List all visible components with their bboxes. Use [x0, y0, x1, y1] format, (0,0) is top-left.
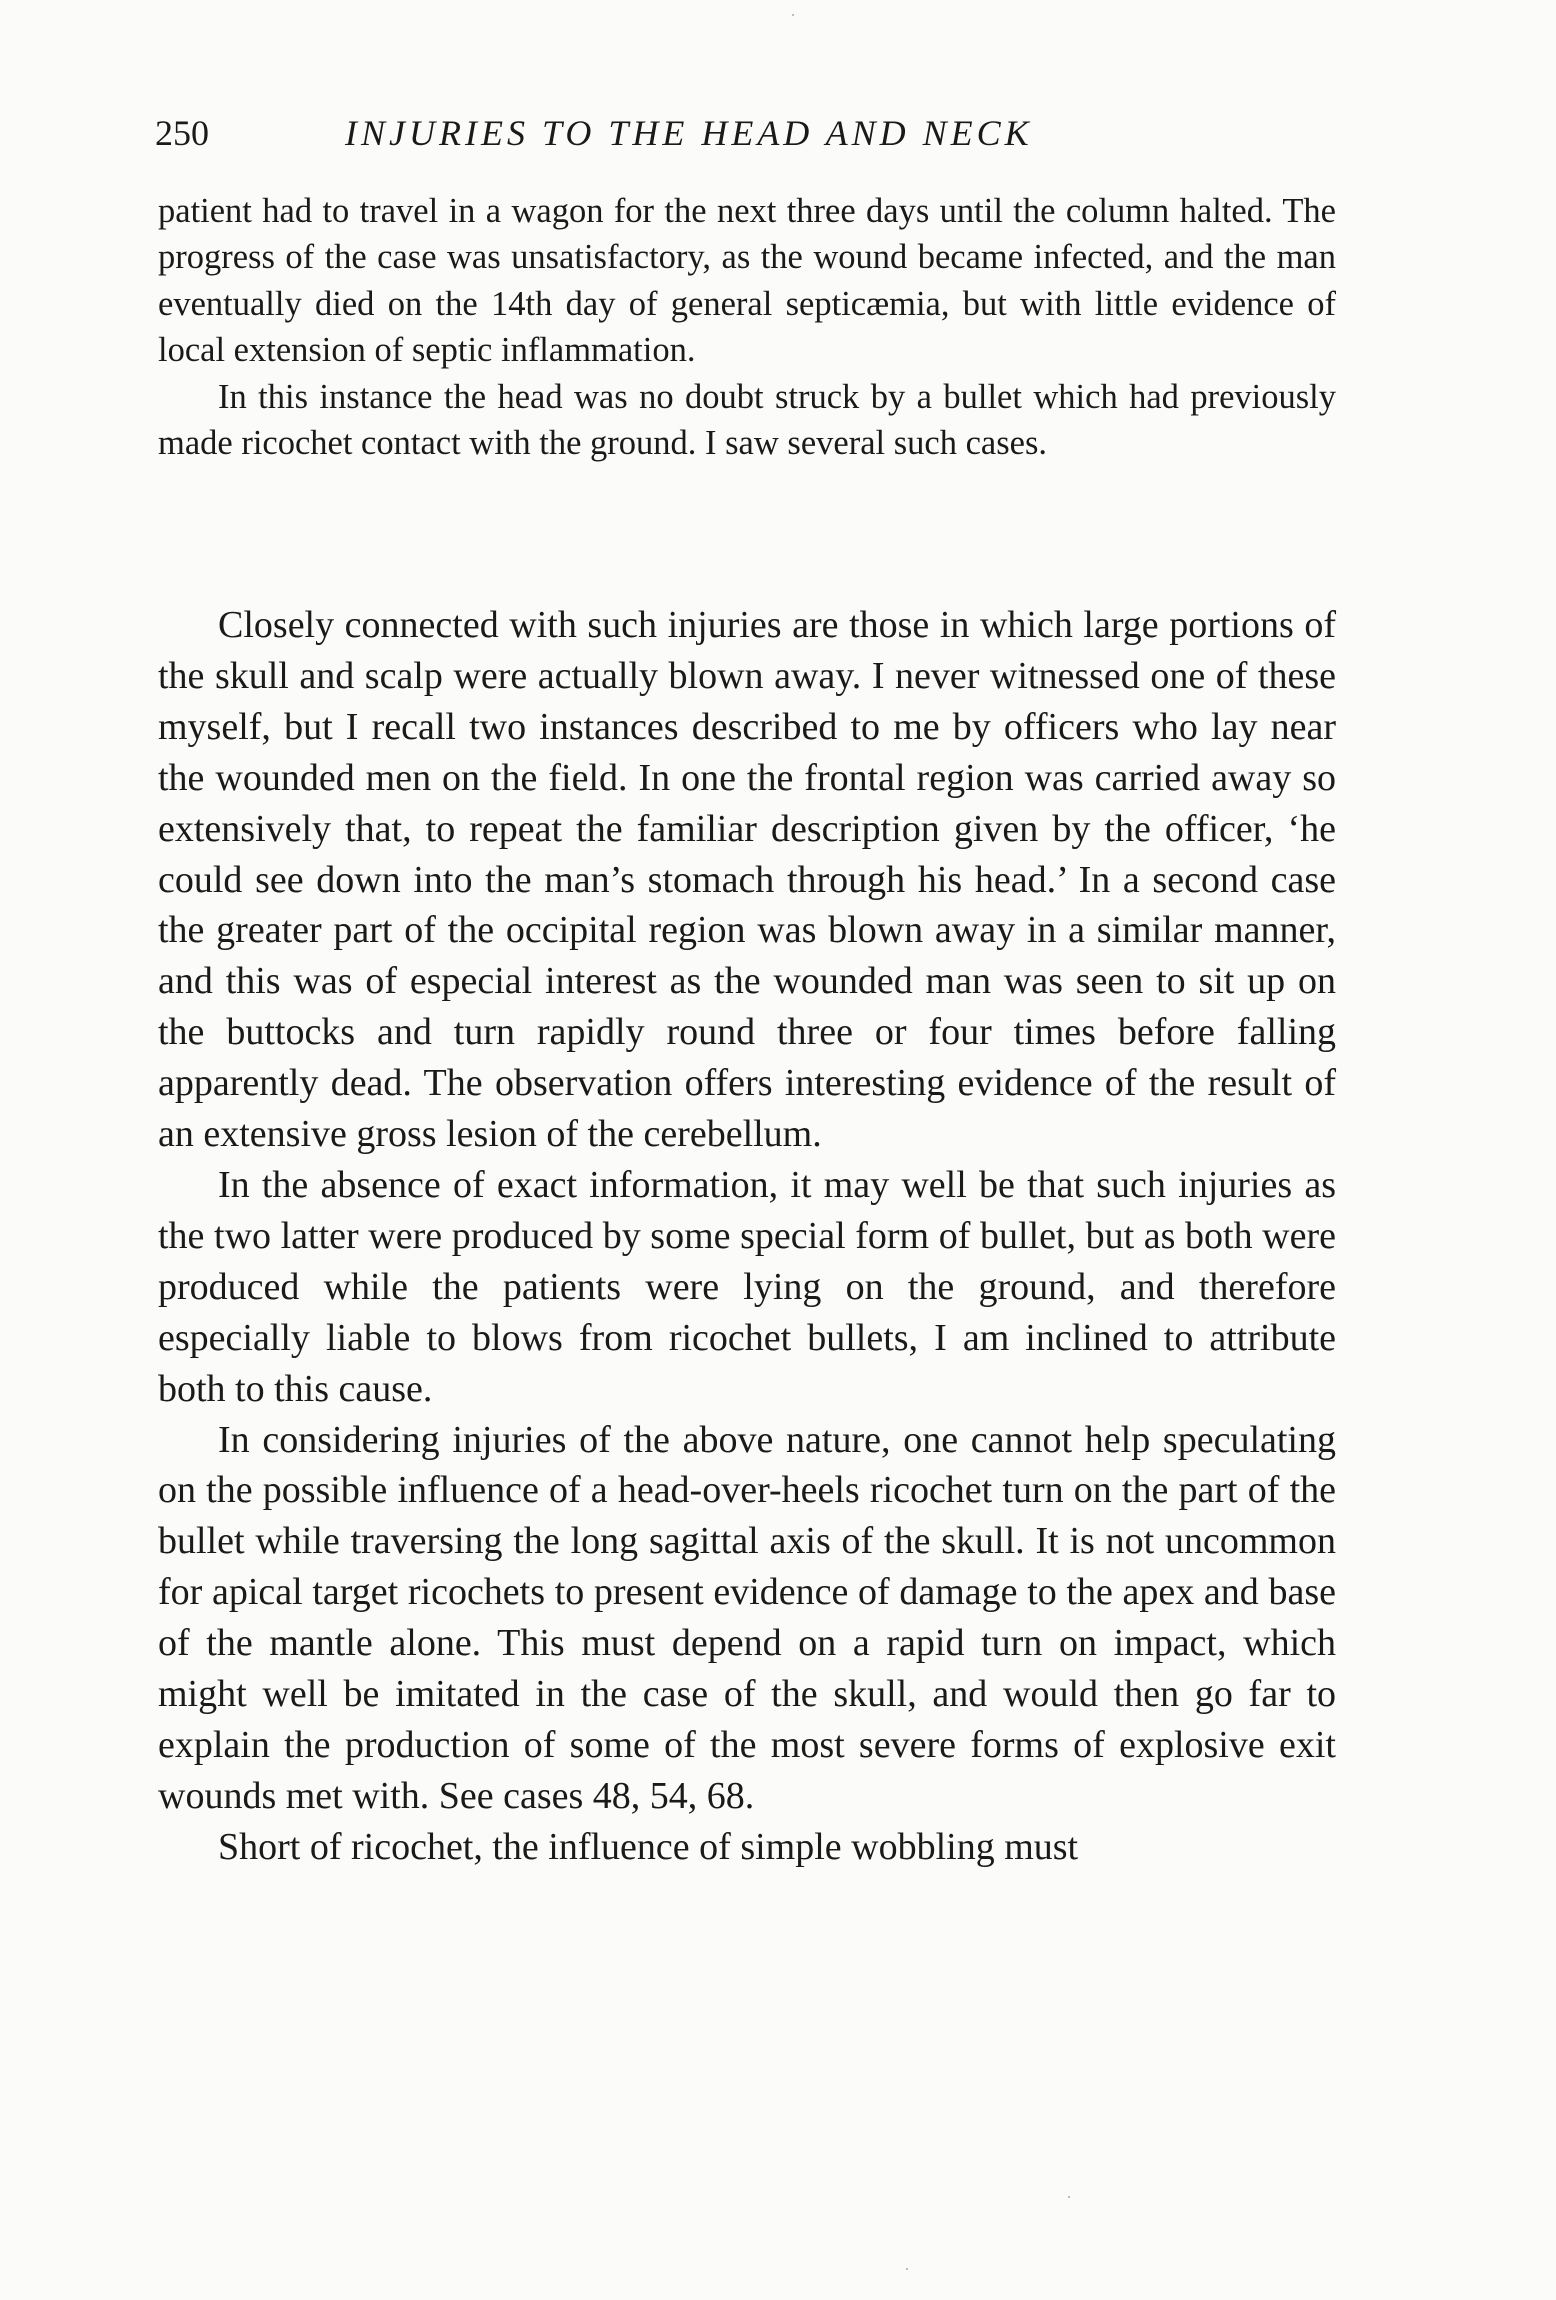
- page-number: 250: [155, 113, 209, 153]
- paragraph-short-of-ricochet: Short of ricochet, the influence of simple wobbling must: [218, 1825, 1079, 1868]
- running-title: INJURIES TO THE HEAD AND NECK: [345, 113, 1033, 153]
- running-head: [155, 108, 1335, 158]
- main-text-section: [158, 600, 1336, 1873]
- paper-speck: [1068, 2196, 1070, 2198]
- paragraph-blown-away-injuries: Closely connected with such injuries are those in which large portions of the skull and scalp were actually blown away. I never witnessed one of these myself, but I recall two instances described to me by officers who lay near the wounded men on the field. In one the frontal region was carried away so extensively that, to repeat the familiar description given by the officer, ‘he could see down into the man’s stomach through his head.’ In a second case the greater part of the occipital region was blown away in a similar manner, and this was of especial interest as the wounded man was seen to sit up on the buttocks and turn rapidly round three or four times before falling apparently dead. The observation offers interesting evidence of the result of an extensive gross lesion of the cerebellum.: [158, 604, 1336, 1156]
- case-text-section: [158, 188, 1336, 466]
- paper-speck: [792, 14, 794, 16]
- paragraph-absence-of-information: In the absence of exact information, it may well be that such injuries as the two latter were produced by some special form of bullet, but as both were produced while the patients were lying on the ground, and therefore especially liable to blows from ricochet bullets, I am inclined to attribute both to this cause.: [158, 1163, 1336, 1410]
- paragraph-ricochet-note: In this instance the head was no doubt struck by a bullet which had previously made ricochet contact with the ground. I saw several such cases.: [158, 377, 1336, 463]
- paragraph-considering-injuries: In considering injuries of the above nature, one cannot help speculating on the possible influence of a head-over-heels ricochet turn on the part of the bullet while traversing the long sagittal axis of the skull. It is not uncommon for apical target ricochets to present evidence of damage to the apex and base of the mantle alone. This must depend on a rapid turn on impact, which might well be imitated in the case of the skull, and would then go far to explain the production of some of the most severe forms of explosive exit wounds met with. See cases 48, 54, 68.: [158, 1418, 1336, 1817]
- paragraph-continued-case: patient had to travel in a wagon for the next three days until the column halted. The progress of the case was unsatisfactory, as the wound became infected, and the man eventually died on the 14th day of general septicæmia, but with little evidence of local extension of septic inflammation.: [158, 192, 1336, 370]
- paper-speck: [906, 2268, 908, 2270]
